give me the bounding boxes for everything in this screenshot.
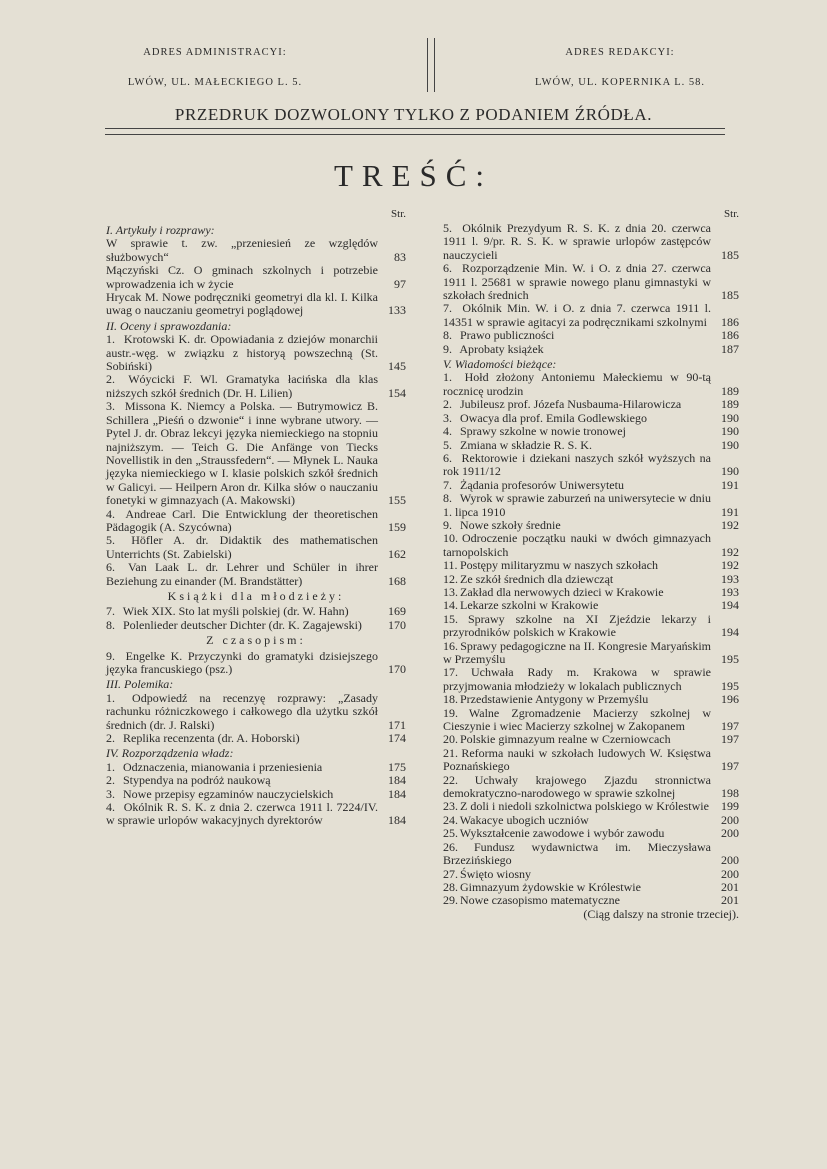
toc-entry [443, 222, 739, 262]
toc-entry-page: 171 [388, 717, 406, 732]
toc-entry-number: 20. [443, 732, 458, 747]
toc-entry-number: 24. [443, 812, 458, 827]
section-heading: I. Artykuły i rozprawy: [106, 223, 215, 237]
toc-entry [106, 605, 406, 618]
toc-entry [106, 732, 406, 745]
toc-entry-title: Ze szkół średnich dla dziewcząt [460, 571, 614, 586]
toc-entry-page: 195 [721, 678, 739, 693]
toc-entry-text-wrap [443, 613, 711, 640]
toc-entry [443, 841, 739, 868]
toc-entry-number: 2. [443, 397, 452, 412]
toc-entry-number: 9. [443, 341, 452, 356]
toc-entry-page: 168 [388, 573, 406, 588]
toc-entry [443, 343, 739, 356]
toc-entry-title: Hołd złożony Antoniemu Małeckiemu w 90-tą rocznicę urodzin [443, 370, 711, 398]
continuation-note: (Ciąg dalszy na stronie trzeciej). [583, 906, 739, 921]
toc-entry [443, 640, 739, 667]
toc-entry-page: 189 [721, 397, 739, 412]
toc-entry [106, 508, 406, 535]
toc-entry-page: 194 [721, 625, 739, 640]
toc-entry-number: 3. [106, 786, 115, 801]
toc-entry-page: 154 [388, 385, 406, 400]
toc-entry-number: 1. [106, 690, 115, 705]
toc-entry-number: 12. [443, 571, 458, 586]
toc-entry [443, 398, 739, 411]
toc-entry-page: 196 [721, 692, 739, 707]
toc-entry-page: 159 [388, 519, 406, 534]
section-heading: III. Polemika: [106, 677, 174, 692]
toc-entry-text-wrap [106, 732, 378, 745]
toc-entry-title: Krotowski K. dr. Opowiadania z dziejów monarchii austr.-węg. w związku z historyą powszechną (St. Sobiński) [106, 332, 379, 374]
toc-entry-text-wrap [106, 650, 378, 677]
toc-entry-number: 8. [443, 491, 452, 506]
toc-entry-number: 4. [443, 424, 452, 439]
toc-entry-text-wrap [443, 868, 711, 881]
toc-entry-page: 197 [721, 759, 739, 774]
toc-entry-text-wrap [443, 774, 711, 801]
toc-entry-page: 170 [388, 617, 406, 632]
toc-entry-page: 190 [721, 437, 739, 452]
toc-entry-page: 200 [721, 853, 739, 868]
toc-entry-page: 193 [721, 584, 739, 599]
toc-entry-text-wrap [443, 479, 711, 492]
page-title: TREŚĆ: [333, 158, 494, 193]
toc-entry-number: 19. [443, 705, 458, 720]
admin-address-block [35, 38, 395, 98]
toc-entry [443, 599, 739, 612]
toc-entry-number: 9. [106, 648, 115, 663]
str-label: Str. [724, 208, 739, 220]
toc-entry-number: 1. [106, 332, 115, 347]
toc-entry-number: 7. [106, 604, 115, 619]
toc-entry [106, 400, 406, 507]
toc-entry-number: 6. [106, 560, 115, 575]
toc-entry-title: Odroczenie początku nauki w dwóch gimnazyach tarnopolskich [443, 531, 711, 559]
toc-entry [106, 619, 406, 632]
toc-entry-page: 155 [388, 493, 406, 508]
toc-entry-text-wrap [443, 302, 711, 329]
redakcja-address: LWÓW, UL. KOPERNIKA L. 58. [534, 77, 706, 88]
toc-entry-page: 195 [721, 652, 739, 666]
toc-entry-page: 83 [394, 249, 406, 264]
toc-entry-text-wrap [443, 881, 711, 894]
toc-entry [443, 868, 739, 881]
str-label: Str. [391, 208, 406, 220]
toc-entry-title: Polenlieder deutscher Dichter (dr. K. Zagajewski) [123, 617, 362, 632]
toc-entry [443, 412, 739, 425]
toc-entry-text-wrap [443, 425, 711, 438]
toc-entry-title: Rektorowie i dziekani naszych szkół wyższych na rok 1911/12 [443, 450, 712, 479]
toc-entry-title: Mączyński Cz. O gminach szkolnych i potrzebie wprowadzenia ich w życie [106, 263, 378, 291]
toc-entry [106, 373, 406, 400]
toc-entry [443, 425, 739, 438]
toc-entry-number: 8. [106, 617, 115, 632]
toc-entry-title: Hrycak M. Nowe podręczniki geometryi dla kl. I. Kilka uwag o nauczaniu geometryi poglądowej [106, 290, 378, 318]
toc-entry-title: Polskie gimnazyum realne w Czerniowcach [460, 732, 671, 747]
toc-entry-page: 184 [388, 813, 406, 828]
toc-entry-number: 21. [443, 745, 458, 760]
toc-entry-text-wrap [443, 492, 711, 519]
toc-entry-text-wrap [443, 343, 711, 356]
toc-entry [106, 333, 406, 373]
toc-entry-page: 200 [721, 812, 739, 827]
toc-entry-number: 8. [443, 328, 452, 343]
admin-label: ADRES ADMINISTRACYI: [143, 47, 287, 58]
toc-entry-number: 11. [443, 558, 458, 573]
toc-entry-text-wrap [443, 640, 711, 667]
toc-entry-number: 29. [443, 893, 458, 908]
toc-entry-text-wrap [443, 559, 711, 572]
toc-entry-title: Stypendya na podróż naukową [123, 773, 271, 788]
toc-entry-number: 17. [443, 665, 458, 680]
toc-entry-number: 2. [106, 731, 115, 746]
toc-entry-page: 185 [721, 247, 739, 262]
toc-entry-title: Postępy militaryzmu w naszych szkołach [460, 558, 658, 573]
toc-entry-page: 200 [721, 866, 739, 881]
toc-entry-text-wrap [443, 733, 711, 746]
toc-entry-page: 169 [388, 604, 406, 619]
toc-entry-title: Wóycicki F. Wl. Gramatyka łacińska dla klas niższych szkół średnich (Dr. H. Lilien) [106, 372, 378, 400]
toc-entry-number: 7. [443, 477, 452, 492]
toc-entry-page: 186 [721, 328, 739, 343]
toc-entry-title: Sprawy szkolne w nowie tronowej [460, 424, 626, 439]
toc-entry [443, 800, 739, 813]
toc-entry [443, 613, 739, 640]
toc-entry-page: 133 [388, 303, 406, 318]
toc-entry-number: 28. [443, 879, 458, 894]
toc-left-column [106, 208, 406, 828]
toc-entry-text-wrap [443, 412, 711, 425]
toc-entry-text-wrap [443, 747, 711, 774]
toc-entry-page: 97 [394, 276, 406, 291]
toc-entry-text-wrap [443, 814, 711, 827]
toc-entry-number: 22. [443, 772, 458, 787]
toc-entry [443, 519, 739, 532]
toc-entry-text-wrap [106, 237, 378, 264]
toc-entry-title: W sprawie t. zw. „przeniesień ze względów służbowych“ [106, 236, 378, 264]
toc-entry-text-wrap [443, 532, 711, 559]
toc-entry-title: Przedstawienie Antygony w Przemyślu [460, 692, 649, 707]
toc-entry [443, 774, 739, 801]
toc-entry-number: 14. [443, 598, 458, 613]
toc-entry [106, 650, 406, 677]
toc-entry-page: 187 [721, 341, 739, 356]
toc-entry-title: Z doli i niedoli szkolnictwa polskiego w Królestwie [460, 799, 709, 814]
toc-entry-page: 145 [388, 359, 406, 374]
toc-entry-text-wrap [106, 333, 378, 373]
toc-entry-page: 192 [721, 517, 739, 532]
toc-entry-title: Owacya dla prof. Emila Godlewskiego [460, 410, 647, 425]
toc-entry-text-wrap [443, 519, 711, 532]
toc-entry-page: 170 [388, 662, 406, 676]
toc-entry-number: 16. [443, 638, 458, 653]
toc-entry-title: Żądania profesorów Uniwersytetu [460, 477, 624, 492]
toc-entry-number: 6. [443, 450, 452, 465]
toc-entry-title: Zakład dla nerwowych dzieci w Krakowie [460, 584, 664, 599]
toc-entry-page: 201 [721, 879, 739, 894]
toc-entry-title: Wiek XIX. Sto lat myśli polskiej (dr. W. Hahn) [122, 604, 349, 619]
toc-entry-title: Wyrok w sprawie zaburzeń na uniwersytecie w dniu 1. lipca 1910 [443, 491, 711, 519]
toc-entry-text-wrap [443, 800, 711, 813]
toc-entry-text-wrap [443, 666, 711, 693]
toc-entry-title: Okólnik Prezydyum R. S. K. z dnia 20. czerwca 1911 l. 9/pr. R. S. K. w sprawie urlopów zastępców nauczycieli [443, 221, 711, 262]
toc-entry [443, 586, 739, 599]
toc-entry-page: 198 [721, 786, 739, 801]
toc-entry-number: 3. [443, 410, 452, 425]
subsection-heading: Z czasopism: [206, 633, 306, 648]
toc-entry [106, 761, 406, 774]
toc-entry-title: Missona K. Niemcy a Polska. — Butrymowicz B. Schillera „Pieśń o dzwonie“ i inne wybrane utwory. — Pytel J. dr. Obraz lekcyi języka niemieckiego na stopniu najniższym. — Teich G. Die Anfänge von Tiecks Novellistik in den „Straussfedern“. — Młynek L. Nauka języka niemieckiego w I. klasie polskich szkół średnich w Galicyi. — Heilpern Aron dr. Kilka słów o nauczaniu fonetyki w gimnazyach (A. Makowski) [106, 399, 379, 508]
toc-entry-number: 15. [443, 611, 458, 626]
toc-entry-text-wrap [443, 693, 711, 706]
toc-entry-title: Andreae Carl. Die Entwicklung der theoretischen Pädagogik (A. Szycówna) [106, 506, 378, 534]
toc-entry-text-wrap [443, 439, 711, 452]
toc-entry-text-wrap [106, 605, 378, 618]
toc-entry-page: 199 [721, 799, 739, 814]
toc-entry-title: Odpowiedź na recenzyę rozprawy: „Zasady rachunku różniczkowego i całkowego dla użytku szkół średnich (dr. J. Ralski) [106, 690, 379, 732]
toc-entry-title: Reforma nauki w szkołach ludowych W. Księstwa Poznańskiego [443, 745, 711, 774]
header-divider [427, 38, 435, 92]
toc-entry-number: 1. [106, 759, 115, 774]
toc-entry-page: 201 [721, 893, 739, 908]
toc-entry-title: Sprawy pedagogiczne na II. Kongresie Maryańskim w Przemyślu [443, 638, 712, 666]
toc-entry-title: Nowe czasopismo matematyczne [460, 893, 620, 908]
toc-entry-number: 4. [106, 506, 115, 521]
toc-entry [443, 733, 739, 746]
toc-entry-number: 27. [443, 866, 458, 881]
toc-entry-text-wrap [443, 894, 711, 907]
toc-entry-text-wrap [443, 329, 711, 342]
rule-bottom [105, 134, 725, 135]
toc-entry-title: Sprawy szkolne na XI Zjeździe lekarzy i przyrodników polskich w Krakowie [443, 611, 711, 640]
redakcja-address-block [440, 38, 800, 98]
toc-entry [106, 291, 406, 318]
toc-entry [443, 371, 739, 398]
toc-entry [443, 479, 739, 492]
toc-entry [443, 894, 739, 907]
toc-entry-title: Nowe szkoły średnie [460, 517, 561, 532]
toc-entry-title: Uchwały krajowego Zjazdu stronnictwa demokratyczno-narodowego w sprawie szkolnej [443, 772, 711, 801]
section-heading: II. Oceny i sprawozdania: [106, 318, 232, 333]
toc-entry-title: Nowe przepisy egzaminów nauczycielskich [123, 786, 334, 801]
toc-entry [106, 801, 406, 828]
toc-entry [443, 747, 739, 774]
toc-entry-text-wrap [443, 841, 711, 868]
toc-entry-title: Gimnazyum żydowskie w Królestwie [460, 879, 641, 894]
toc-entry-text-wrap [443, 452, 711, 479]
toc-entry-text-wrap [106, 619, 378, 632]
toc-entry [443, 329, 739, 342]
toc-entry [106, 788, 406, 801]
toc-entry-page: 193 [721, 571, 739, 586]
toc-entry-text-wrap [443, 827, 711, 840]
toc-entry-number: 5. [443, 437, 452, 452]
admin-address: LWÓW, UL. MAŁECKIEGO L. 5. [127, 77, 303, 88]
toc-entry [106, 534, 406, 561]
toc-entry [106, 561, 406, 588]
reprint-notice: PRZEDRUK DOZWOLONY TYLKO Z PODANIEM ŹRÓDŁA. [174, 105, 653, 124]
toc-entry-title: Rozporządzenie Min. W. i O. z dnia 27. czerwca 1911 l. 25681 w sprawie nowego planu gimnastyki w szkołach średnich [443, 261, 711, 303]
toc-entry-text-wrap [106, 534, 378, 561]
toc-entry-title: Wakacye ubogich uczniów [459, 812, 589, 827]
toc-entry-page: 197 [721, 732, 739, 747]
toc-entry-text-wrap [443, 573, 711, 586]
redakcja-label: ADRES REDAKCYI: [565, 47, 675, 58]
toc-entry-page: 197 [721, 719, 739, 734]
toc-entry-text-wrap [106, 400, 378, 507]
toc-entry-number: 3. [106, 399, 115, 414]
toc-entry-page: 192 [721, 544, 739, 559]
toc-entry [443, 439, 739, 452]
toc-entry [443, 492, 739, 519]
toc-entry-title: Jubileusz prof. Józefa Nusbauma-Hilarowicza [460, 397, 682, 412]
toc-entry-text-wrap [106, 692, 378, 732]
toc-entry-text-wrap [443, 586, 711, 599]
toc-entry-text-wrap [443, 222, 711, 262]
toc-entry-number: 23. [443, 799, 458, 814]
toc-entry-number: 2. [106, 372, 115, 387]
toc-entry-title: Okólnik Min. W. i O. z dnia 7. czerwca 1911 l. 14351 w sprawie agitacyi za podręcznikami szkolnymi [443, 301, 712, 329]
toc-entry-title: Engelke K. Przyczynki do gramatyki dzisiejszego języka francuskiego (psz.) [106, 648, 378, 676]
toc-entry-page: 189 [721, 383, 739, 398]
toc-entry [443, 693, 739, 706]
toc-entry [443, 532, 739, 559]
toc-entry-text-wrap [106, 508, 378, 535]
subsection-heading: Książki dla młodzieży: [167, 588, 345, 603]
toc-entry-number: 7. [443, 301, 452, 316]
toc-entry-page: 190 [721, 424, 739, 439]
toc-entry [443, 881, 739, 894]
toc-entry [106, 692, 406, 732]
toc-entry [443, 827, 739, 840]
toc-entry-title: Van Laak L. dr. Lehrer und Schüler in ihrer Beziehung zu einander (M. Brandstätter) [106, 560, 378, 588]
toc-entry [443, 814, 739, 827]
toc-entry-text-wrap [106, 264, 378, 291]
toc-entry-page: 191 [721, 477, 739, 492]
toc-right-column [443, 208, 739, 921]
toc-entry-number: 5. [106, 533, 115, 548]
toc-entry-title: Replika recenzenta (dr. A. Hoborski) [123, 731, 300, 746]
toc-entry-number: 25. [443, 826, 458, 841]
toc-entry-title: Prawo publiczności [460, 328, 555, 343]
toc-entry [106, 264, 406, 291]
toc-entry-text-wrap [443, 398, 711, 411]
toc-entry-title: Okólnik R. S. K. z dnia 2. czerwca 1911 l. 7224/IV. w sprawie urlopów wakacyjnych dyrektorów [106, 800, 379, 828]
toc-entry-page: 191 [721, 504, 739, 519]
toc-entry-page: 200 [721, 826, 739, 841]
toc-entry-page: 185 [721, 288, 739, 303]
toc-entry [106, 237, 406, 264]
toc-entry [443, 559, 739, 572]
toc-entry-number: 5. [443, 221, 452, 235]
toc-entry-text-wrap [106, 761, 378, 774]
toc-entry-title: Święto wiosny [460, 866, 532, 881]
toc-entry-text-wrap [106, 561, 378, 588]
toc-entry-text-wrap [106, 373, 378, 400]
toc-entry-number: 9. [443, 517, 452, 532]
toc-entry-title: Zmiana w składzie R. S. K. [460, 437, 592, 452]
toc-entry-number: 2. [106, 773, 115, 788]
toc-entry-title: Uchwała Rady m. Krakowa w sprawie przyjmowania młodzieży w lokalach publicznych [443, 665, 711, 693]
toc-entry-page: 190 [721, 464, 739, 479]
toc-entry-number: 13. [443, 584, 458, 599]
toc-entry-page: 184 [388, 773, 406, 788]
toc-entry-number: 6. [443, 261, 452, 276]
toc-entry-number: 1. [443, 370, 452, 385]
toc-entry [106, 774, 406, 787]
toc-entry [443, 573, 739, 586]
toc-entry-text-wrap [106, 801, 378, 828]
toc-entry-page: 190 [721, 410, 739, 425]
toc-entry-text-wrap [443, 262, 711, 302]
toc-entry-title: Lekarze szkolni w Krakowie [460, 598, 599, 613]
toc-entry-title: Fundusz wydawnictwa im. Mieczysława Brzezińskiego [443, 839, 712, 868]
toc-entry-page: 186 [721, 314, 739, 329]
toc-entry-text-wrap [443, 371, 711, 398]
toc-entry-page: 192 [721, 558, 739, 573]
rule-top [105, 128, 725, 129]
toc-entry-text-wrap [443, 707, 711, 734]
toc-entry [443, 707, 739, 734]
toc-entry-text-wrap [106, 788, 378, 801]
toc-entry-number: 10. [443, 531, 458, 546]
toc-entry-text-wrap [106, 774, 378, 787]
toc-entry-page: 174 [388, 731, 406, 746]
toc-entry-title: Odznaczenia, mianowania i przeniesienia [123, 759, 323, 774]
toc-entry-page: 175 [388, 759, 406, 774]
toc-entry [443, 302, 739, 329]
toc-entry-text-wrap [106, 291, 378, 318]
toc-entry-number: 18. [443, 692, 458, 707]
toc-entry-page: 194 [721, 598, 739, 613]
toc-entry-title: Aprobaty książek [459, 341, 544, 356]
toc-entry-page: 162 [388, 546, 406, 561]
toc-entry [443, 452, 739, 479]
toc-entry-number: 4. [106, 800, 115, 815]
toc-entry-title: Wykształcenie zawodowe i wybór zawodu [459, 826, 665, 841]
toc-entry [443, 666, 739, 693]
toc-entry-number: 26. [443, 839, 458, 854]
toc-entry-page: 184 [388, 786, 406, 801]
toc-entry-title: Höfler A. dr. Didaktik des mathematischen Unterrichts (St. Zabielski) [106, 533, 378, 561]
section-heading: IV. Rozporządzenia władz: [106, 746, 234, 761]
toc-entry-text-wrap [443, 599, 711, 612]
toc-entry-title: Walne Zgromadzenie Macierzy szkolnej w Cieszynie i wiec Macierzy szkolnej w Zakopanem [443, 705, 711, 734]
section-heading: V. Wiadomości bieżące: [443, 357, 557, 372]
toc-entry [443, 262, 739, 302]
